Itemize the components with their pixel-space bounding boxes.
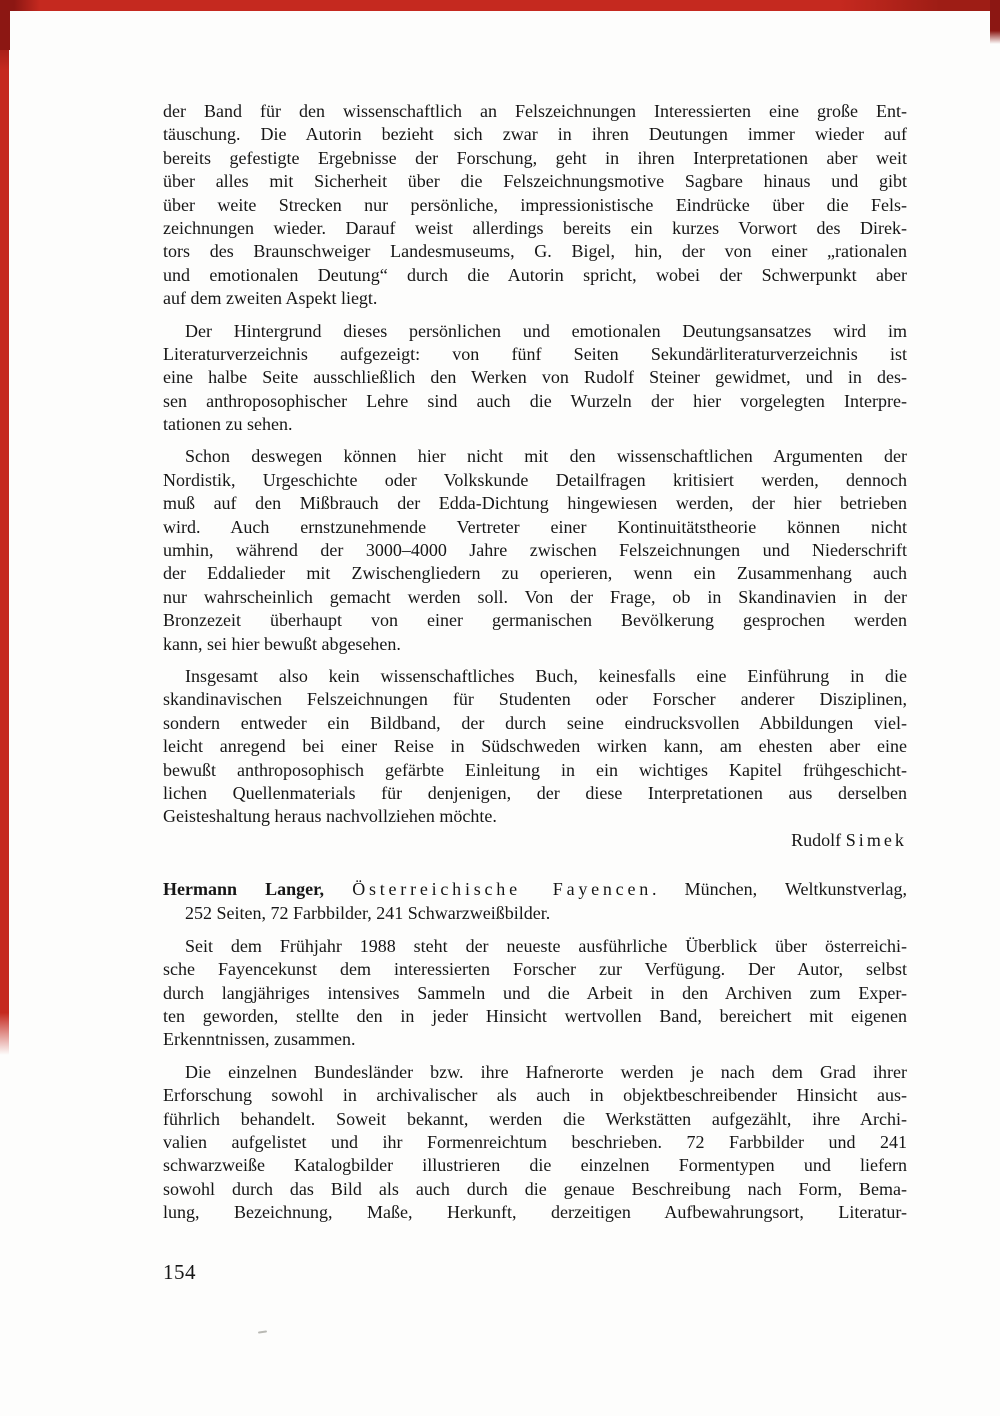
scan-edge-top <box>0 0 1000 11</box>
text-line: Nordistik, Urgeschichte oder Volkskunde Detailfragen kritisiert werden, dennoch <box>163 469 907 490</box>
text-line: bewußt anthroposophisch gefärbte Einleitung in ein wichtiges Kapitel frühgeschicht- <box>163 759 907 780</box>
text-line: leicht anregend bei einer Reise in Südschweden wirken kann, am ehesten aber eine <box>163 736 907 757</box>
book-heading-line-2: 252 Seiten, 72 Farbbilder, 241 Schwarzweißbilder. <box>185 902 551 923</box>
text-line: tors des Braunschweiger Landesmuseums, G. Bigel, hin, der von einer „rationalen <box>163 241 907 262</box>
text-line: sowohl durch das Bild als auch durch die genaue Beschreibung nach Form, Bema- <box>163 1178 907 1199</box>
text-line: Bronzezeit überhaupt von einer germanischen Bevölkerung gesprochen werden <box>163 610 907 631</box>
text-line: schwarzweiße Katalogbilder illustrieren die einzelnen Formentypen und liefern <box>163 1155 907 1176</box>
text-line: über weite Strecken nur persönliche, impressionistische Eindrücke über die Fels- <box>163 194 907 215</box>
text-line: sen anthroposophischer Lehre sind auch die Wurzeln der hier vorgelegten Interpre- <box>163 390 907 411</box>
text-line: tationen zu sehen. <box>163 414 293 435</box>
paragraph <box>163 935 907 1052</box>
book-author: Hermann Langer, <box>163 879 325 900</box>
text-line: Der Hintergrund dieses persönlichen und emotionalen Deutungsansatzes wird im <box>185 320 907 341</box>
text-line: Geisteshaltung heraus nachvollziehen möchte. <box>163 806 497 827</box>
reviewer-first-name: Rudolf <box>791 829 842 850</box>
text-line: Schon deswegen können hier nicht mit den wissenschaftlichen Argumenten der <box>185 446 907 467</box>
text-line: Erkenntnissen, zusammen. <box>163 1029 356 1050</box>
text-line: ten geworden, stellte den in jeder Hinsicht wertvollen Band, bereichert mit eigenen <box>163 1006 907 1027</box>
text-line: kann, sei hier bewußt abgesehen. <box>163 633 401 654</box>
text-line: muß auf den Mißbrauch der Edda-Dichtung hingewiesen werden, der hier betrieben <box>163 493 907 514</box>
text-line: nur wahrscheinlich gemacht werden soll. Von der Frage, ob in Skandinavien in der <box>163 586 907 607</box>
paragraph <box>163 1061 907 1225</box>
scan-edge-corner-top-left <box>0 0 10 50</box>
text-line: führlich behandelt. Soweit bekannt, werden die Werkstätten aufgezählt, ihre Archi- <box>163 1108 907 1129</box>
review-felszeichnungen <box>163 100 907 852</box>
text-line: der Band für den wissenschaftlich an Felszeichnungen Interessierten eine große Ent- <box>163 101 907 121</box>
text-line: durch langjähriges intensives Sammeln und die Arbeit in den Archiven zum Exper- <box>163 982 907 1003</box>
scan-artifact-mark <box>258 1330 267 1333</box>
text-line: bereits gefestigte Ergebnisse der Forschung, geht in ihren Interpretationen aber weit <box>163 147 907 168</box>
text-line: eine halbe Seite ausschließlich den Werken von Rudolf Steiner gewidmet, und in des- <box>163 367 907 388</box>
page-content <box>163 100 907 1284</box>
text-line: Die einzelnen Bundesländer bzw. ihre Hafnerorte werden je nach dem Grad ihrer <box>185 1061 907 1082</box>
text-line: auf dem zweiten Aspekt liegt. <box>163 288 378 309</box>
text-line: valien aufgelistet und ihr Formenreichtum beschrieben. 72 Farbbilder und 241 <box>163 1132 907 1153</box>
text-line: der Eddalieder mit Zwischengliedern zu operieren, wenn ein Zusammenhang auch <box>163 563 907 584</box>
reviewer-signature <box>163 829 907 852</box>
book-heading-line-1 <box>163 878 907 901</box>
text-line: umhin, während der 3000–4000 Jahre zwischen Felszeichnungen und Niederschrift <box>163 540 907 561</box>
text-line: Erforschung sowohl in archivalischer als auch in objektbeschreibender Hinsicht aus- <box>163 1085 907 1106</box>
text-line: und emotionalen Deutung“ durch die Autorin spricht, wobei der Schwerpunkt aber <box>163 264 907 285</box>
paragraph <box>163 320 907 437</box>
text-line: zeichnungen wieder. Darauf weist allerdings bereits ein kurzes Vorwort des Direk- <box>163 217 907 238</box>
text-line: täuschung. Die Autorin bezieht sich zwar in ihren Deutungen immer wieder auf <box>163 124 907 145</box>
text-line: lichen Quellenmaterials für denjenigen, der diese Interpretationen aus derselben <box>163 782 907 803</box>
scan-edge-left <box>0 0 9 1055</box>
text-line: sche Fayencekunst dem interessierten Forscher zur Verfügung. Der Autor, selbst <box>163 959 907 980</box>
text-line: skandinavischen Felszeichnungen für Studenten oder Forscher anderer Disziplinen, <box>163 689 907 710</box>
paragraph <box>163 445 907 656</box>
page-number: 154 <box>163 1259 196 1284</box>
scan-edge-corner-top-right <box>990 0 1000 44</box>
text-line: wird. Auch ernstzunehmende Vertreter einer Kontinuitätstheorie können nicht <box>163 516 907 537</box>
reviewer-last-name: Simek <box>845 829 907 850</box>
text-line: lung, Bezeichnung, Maße, Herkunft, derzeitigen Aufbewahrungsort, Literatur- <box>163 1202 907 1223</box>
text-line: sondern entweder ein Bildband, der durch seine eindrucksvollen Abbildungen viel- <box>163 712 907 733</box>
book-title: Österreichische Fayencen <box>352 879 652 900</box>
paragraph <box>163 100 907 311</box>
text-line: Insgesamt also kein wissenschaftliches Buch, keinesfalls eine Einführung in die <box>185 665 907 686</box>
text-line: über alles mit Sicherheit über die Felszeichnungsmotive Sagbare hinaus und gibt <box>163 171 907 192</box>
text-line: Seit dem Frühjahr 1988 steht der neueste ausführliche Überblick über österreichi- <box>185 935 907 956</box>
book-publisher: . München, Weltkunstverlag, <box>652 879 907 900</box>
paragraph <box>163 665 907 829</box>
text-line: Literaturverzeichnis aufgezeigt: von fünf Seiten Sekundärliteraturverzeichnis ist <box>163 343 907 364</box>
review-fayencen <box>163 878 907 1224</box>
